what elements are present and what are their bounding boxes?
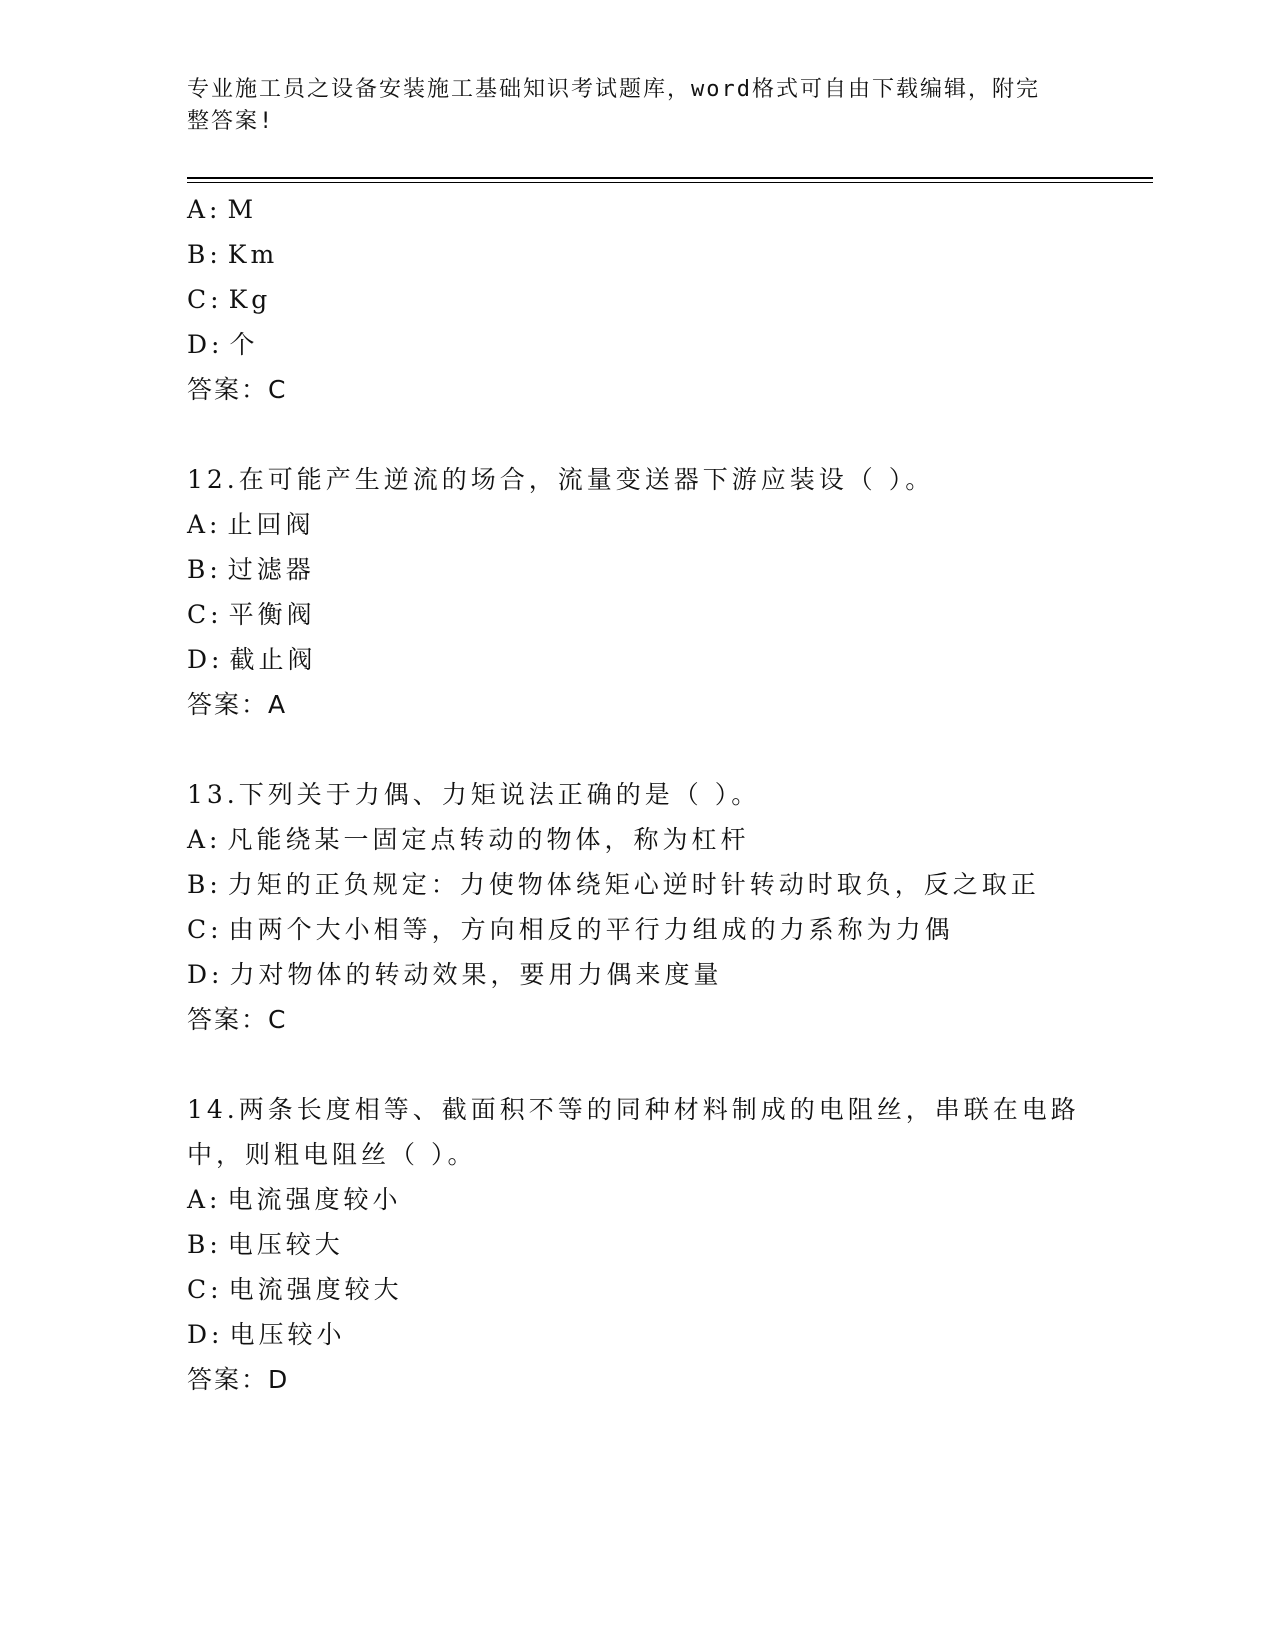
q11-option-c: C: Kg [187,285,272,314]
q13-option-b: B: 力矩的正负规定：力使物体绕矩心逆时针转动时取负，反之取正 [187,870,1040,899]
q12-option-d: D: 截止阀 [187,645,317,674]
q13-answer: 答案：C [187,1005,288,1034]
q13-option-a: A: 凡能绕某一固定点转动的物体，称为杠杆 [187,825,750,854]
q14-option-c: C: 电流强度较大 [187,1275,403,1304]
q14-answer: 答案：D [187,1365,290,1394]
q12-option-c: C: 平衡阀 [187,600,316,629]
q13-option-d: D: 力对物体的转动效果，要用力偶来度量 [187,960,723,989]
q12-option-b: B: 过滤器 [187,555,315,584]
q13-option-c: C: 由两个大小相等，方向相反的平行力组成的力系称为力偶 [187,915,954,944]
header-divider-secondary [187,182,1153,183]
document-header [187,74,1047,138]
q11-option-b: B: Km [187,240,279,269]
q14-option-d: D: 电压较小 [187,1320,346,1349]
q11-option-d: D: 个 [187,330,259,359]
q12-stem: 12.在可能产生逆流的场合，流量变送器下游应装设（ ）。 [187,465,935,494]
q12-option-a: A: 止回阀 [187,510,315,539]
q12-answer: 答案：A [187,690,288,719]
q14-stem-line-2: 中，则粗电阻丝（ ）。 [187,1140,477,1169]
header-divider [187,177,1153,179]
header-line-1: 专业施工员之设备安装施工基础知识考试题库，word格式可自由下载编辑，附完 [187,77,1040,102]
q14-option-a: A: 电流强度较小 [187,1185,402,1214]
q11-option-a: A: M [187,195,258,224]
q14-option-b: B: 电压较大 [187,1230,344,1259]
q11-answer: 答案：C [187,375,288,404]
header-line-2: 整答案! [187,109,275,134]
q13-stem: 13.下列关于力偶、力矩说法正确的是（ ）。 [187,780,761,809]
q14-stem-line-1: 14.两条长度相等、截面积不等的同种材料制成的电阻丝，串联在电路 [187,1095,1080,1124]
